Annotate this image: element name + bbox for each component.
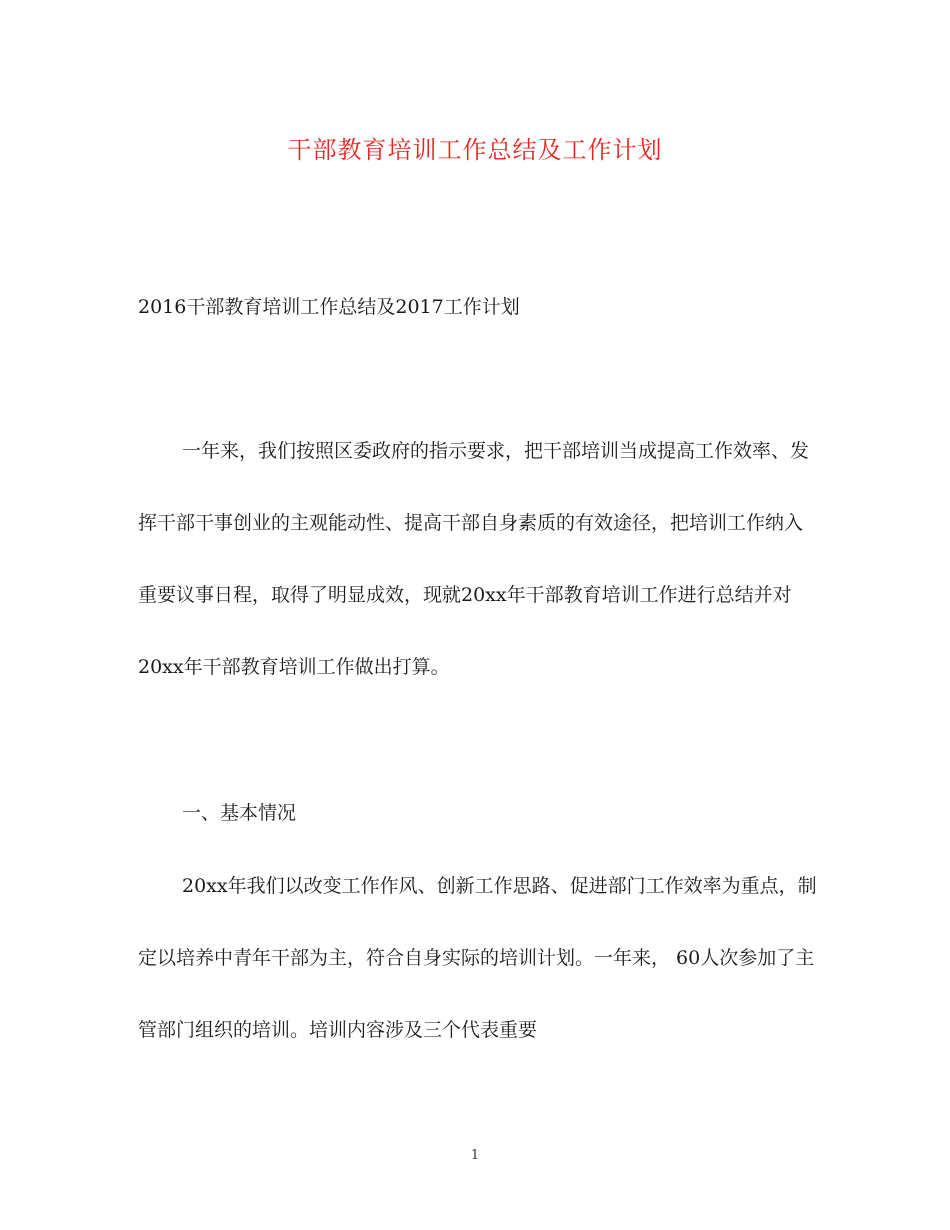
paragraph-intro: 一年来，我们按照区委政府的指示要求，把干部培训当成提高工作效率、发挥干部干事创业的主观能动性、提高干部自身素质的有效途径，把培训工作纳入重要议事日程，取得了明显成效，现就20xx年干部教育培训工作进行总结并对20xx年干部教育培训工作做出打算。 (138, 440, 810, 678)
document-subtitle: 2016干部教育培训工作总结及2017工作计划 (138, 296, 520, 318)
paragraph-basic-situation: 20xx年我们以改变工作作风、创新工作思路、促进部门工作效率为重点，制定以培养中青年干部为主，符合自身实际的培训计划。一年来， 60人次参加了主管部门组织的培训。培训内容涉及三个代表重要 (138, 875, 817, 1041)
page-number: 1 (470, 1148, 480, 1163)
document-title: 干部教育培训工作总结及工作计划 (287, 136, 663, 164)
section-heading: 一、基本情况 (182, 802, 297, 824)
